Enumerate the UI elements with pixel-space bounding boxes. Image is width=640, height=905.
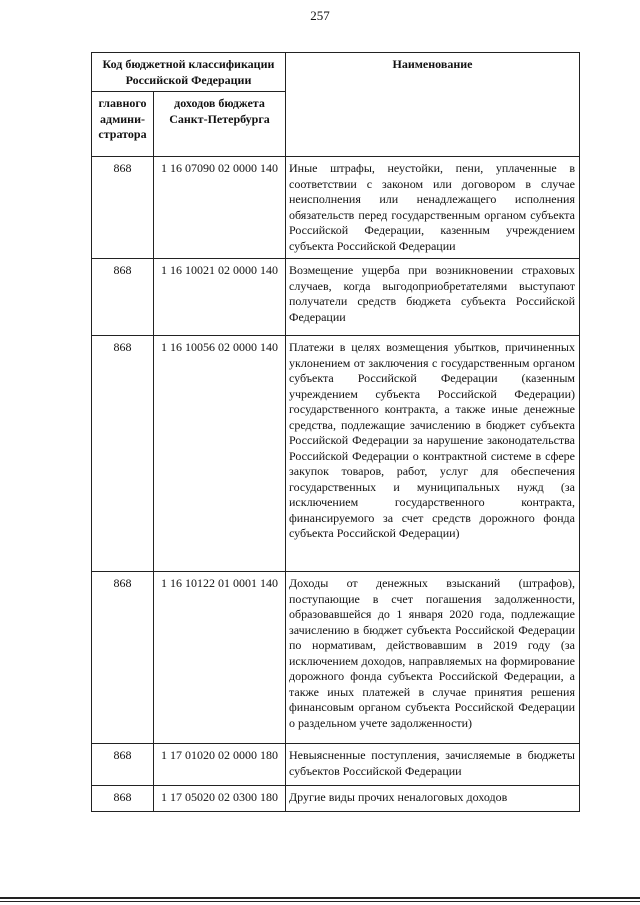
admin-code-cell: 868 bbox=[92, 572, 154, 744]
header-name: Наименование bbox=[286, 53, 580, 157]
admin-code-cell: 868 bbox=[92, 744, 154, 786]
admin-code-cell: 868 bbox=[92, 336, 154, 572]
budget-classification-table bbox=[91, 52, 580, 812]
admin-code-cell: 868 bbox=[92, 786, 154, 812]
name-cell: Доходы от денежных взысканий (штрафов), поступающие в счет погашения задолженности, образовавшейся до 1 января 2020 года, подлежащие зачислению в бюджет субъекта Российской Федерации по нормативам, действовавшим в 2019 году (за исключением доходов, направляемых на формирование дорожного фонда субъекта Российской Федерации, а также иных платежей в случае принятия решения финансовым органом субъекта Российской Федерации о раздельном учете задолженности) bbox=[286, 572, 580, 744]
table-row bbox=[92, 744, 580, 786]
header-admin: главного админи-стратора bbox=[92, 92, 154, 157]
table-row bbox=[92, 786, 580, 812]
header-income: доходов бюджета Санкт-Петербурга bbox=[154, 92, 286, 157]
table-row bbox=[92, 336, 580, 572]
name-cell: Платежи в целях возмещения убытков, причиненных уклонением от заключения с государственным органом субъекта Российской Федерации (казенным учреждением субъекта Российской Федерации) государственного контракта, а также иные денежные средства, подлежащие зачислению в бюджет субъекта Российской Федерации за нарушение законодательства Российской Федерации о контрактной системе в сфере закупок товаров, работ, услуг для обеспечения государственных и муниципальных нужд (за исключением государственного контракта, финансируемого за счет средств дорожного фонда субъекта Российской Федерации) bbox=[286, 336, 580, 572]
income-code-cell: 1 16 10056 02 0000 140 bbox=[154, 336, 286, 572]
name-cell: Другие виды прочих неналоговых доходов bbox=[286, 786, 580, 812]
income-code-cell: 1 16 10122 01 0001 140 bbox=[154, 572, 286, 744]
scan-edge-line bbox=[0, 897, 640, 899]
table-row bbox=[92, 572, 580, 744]
income-code-cell: 1 17 05020 02 0300 180 bbox=[154, 786, 286, 812]
name-cell: Возмещение ущерба при возникновении страховых случаев, когда выгодоприобретателями выступают получатели средств бюджета субъекта Российской Федерации bbox=[286, 259, 580, 336]
scan-edge-line bbox=[0, 901, 640, 902]
admin-code-cell: 868 bbox=[92, 157, 154, 259]
admin-code-cell: 868 bbox=[92, 259, 154, 336]
name-cell: Иные штрафы, неустойки, пени, уплаченные в соответствии с законом или договором в случае неисполнения или ненадлежащего исполнения обязательств перед государственным органом субъекта Российской Федерации, казенным учреждением субъекта Российской Федерации bbox=[286, 157, 580, 259]
income-code-cell: 1 16 07090 02 0000 140 bbox=[154, 157, 286, 259]
income-code-cell: 1 16 10021 02 0000 140 bbox=[154, 259, 286, 336]
income-code-cell: 1 17 01020 02 0000 180 bbox=[154, 744, 286, 786]
name-cell: Невыясненные поступления, зачисляемые в бюджеты субъектов Российской Федерации bbox=[286, 744, 580, 786]
table-row bbox=[92, 259, 580, 336]
table-row bbox=[92, 157, 580, 259]
header-code-group: Код бюджетной классификации Российской Федерации bbox=[92, 53, 286, 92]
page-number: 257 bbox=[310, 8, 330, 23]
